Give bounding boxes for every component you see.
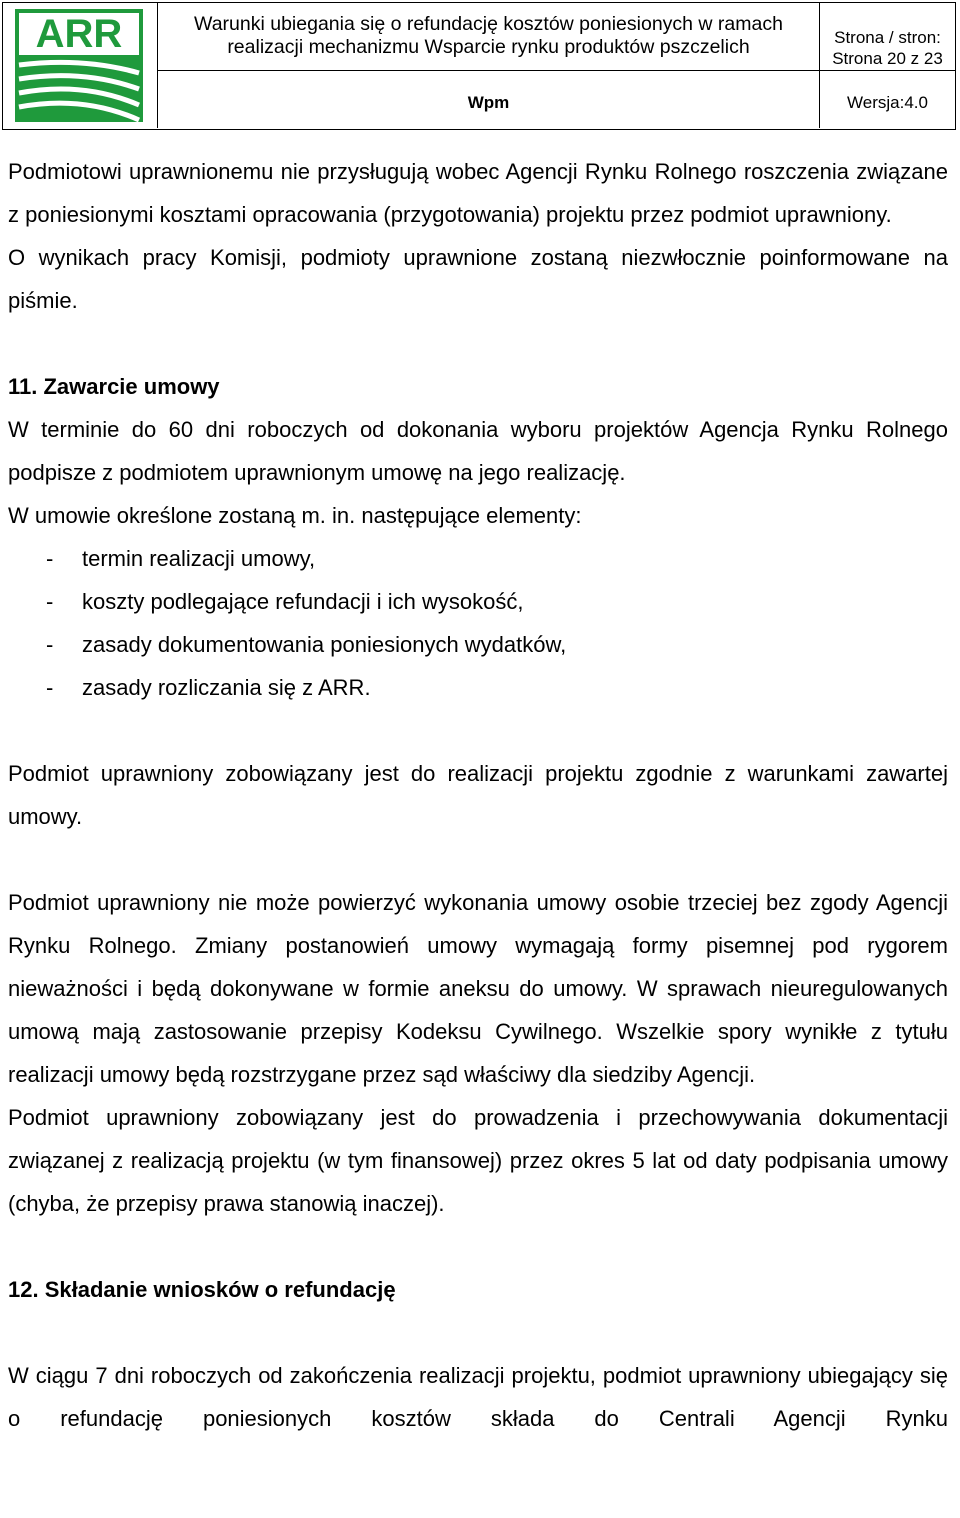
paragraph: W umowie określone zostaną m. in. następujące elementy: [8,503,582,528]
document-header [2,2,956,130]
title-line-2: realizacji mechanizmu Wsparcie rynku produktów pszczelich [227,36,750,58]
document-title [158,3,820,71]
section-heading-12: 12. Składanie wniosków o refundację [8,1277,396,1302]
svg-text:ARR: ARR [35,12,123,56]
paragraph: Podmiot uprawniony nie może powierzyć wykonania umowy osobie trzeciej bez zgody Agencji Rynku Rolnego. Zmiany postanowień umowy wymagają formy pisemnej pod rygorem nieważności i będą dokonywane w formie aneksu do umowy. W sprawach nieuregulowanych umową mają zastosowanie przepisy Kodeksu Cywilnego. Wszelkie spory wynikłe z tytułu realizacji umowy będą rozstrzygane przez sąd właściwy dla siedziby Agencji. [8,890,948,1087]
list-marker: - [46,632,54,657]
paragraph: Podmiotowi uprawnionemu nie przysługują wobec Agencji Rynku Rolnego roszczenia związane z poniesionymi kosztami opracowania (przygotowania) projektu przez podmiot uprawniony. [8,159,948,227]
list-marker: - [46,675,54,700]
document-version: Wersja:4.0 [847,93,928,112]
page-value: Strona 20 z 23 [832,49,943,68]
document-code: Wpm [158,71,820,128]
section-heading-11: 11. Zawarcie umowy [8,374,220,399]
page-number-cell [820,3,955,71]
paragraph: W terminie do 60 dni roboczych od dokonania wyboru projektów Agencja Rynku Rolnego podpisze z podmiotem uprawnionym umowę na jego realizację. [8,417,948,485]
paragraph: W ciągu 7 dni roboczych od zakończenia realizacji projektu, podmiot uprawniony ubiegający się o refundację poniesionych kosztów składa do Centrali Agencji Rynku [8,1363,948,1431]
document-body [8,150,948,1440]
page-label: Strona / stron: [834,28,941,47]
logo-cell [3,3,158,128]
paragraph: O wynikach pracy Komisji, podmioty uprawnione zostaną niezwłocznie poinformowane na piśmie. [8,245,948,313]
list-item: - termin realizacji umowy, [8,537,948,580]
paragraph: Podmiot uprawniony zobowiązany jest do prowadzenia i przechowywania dokumentacji związanej z realizacją projektu (w tym finansowej) przez okres 5 lat od daty podpisania umowy (chyba, że przepisy prawa stanowią inaczej). [8,1105,948,1216]
paragraph: Podmiot uprawniony zobowiązany jest do realizacji projektu zgodnie z warunkami zawartej umowy. [8,761,948,829]
elements-list [8,537,948,709]
list-item: - zasady dokumentowania poniesionych wydatków, [8,623,948,666]
list-marker: - [46,589,54,614]
list-marker: - [46,546,54,571]
list-item: - zasady rozliczania się z ARR. [8,666,948,709]
arr-logo [3,3,155,128]
list-item: - koszty podlegające refundacji i ich wysokość, [8,580,948,623]
title-line-1: Warunki ubiegania się o refundację kosztów poniesionych w ramach [194,13,783,35]
